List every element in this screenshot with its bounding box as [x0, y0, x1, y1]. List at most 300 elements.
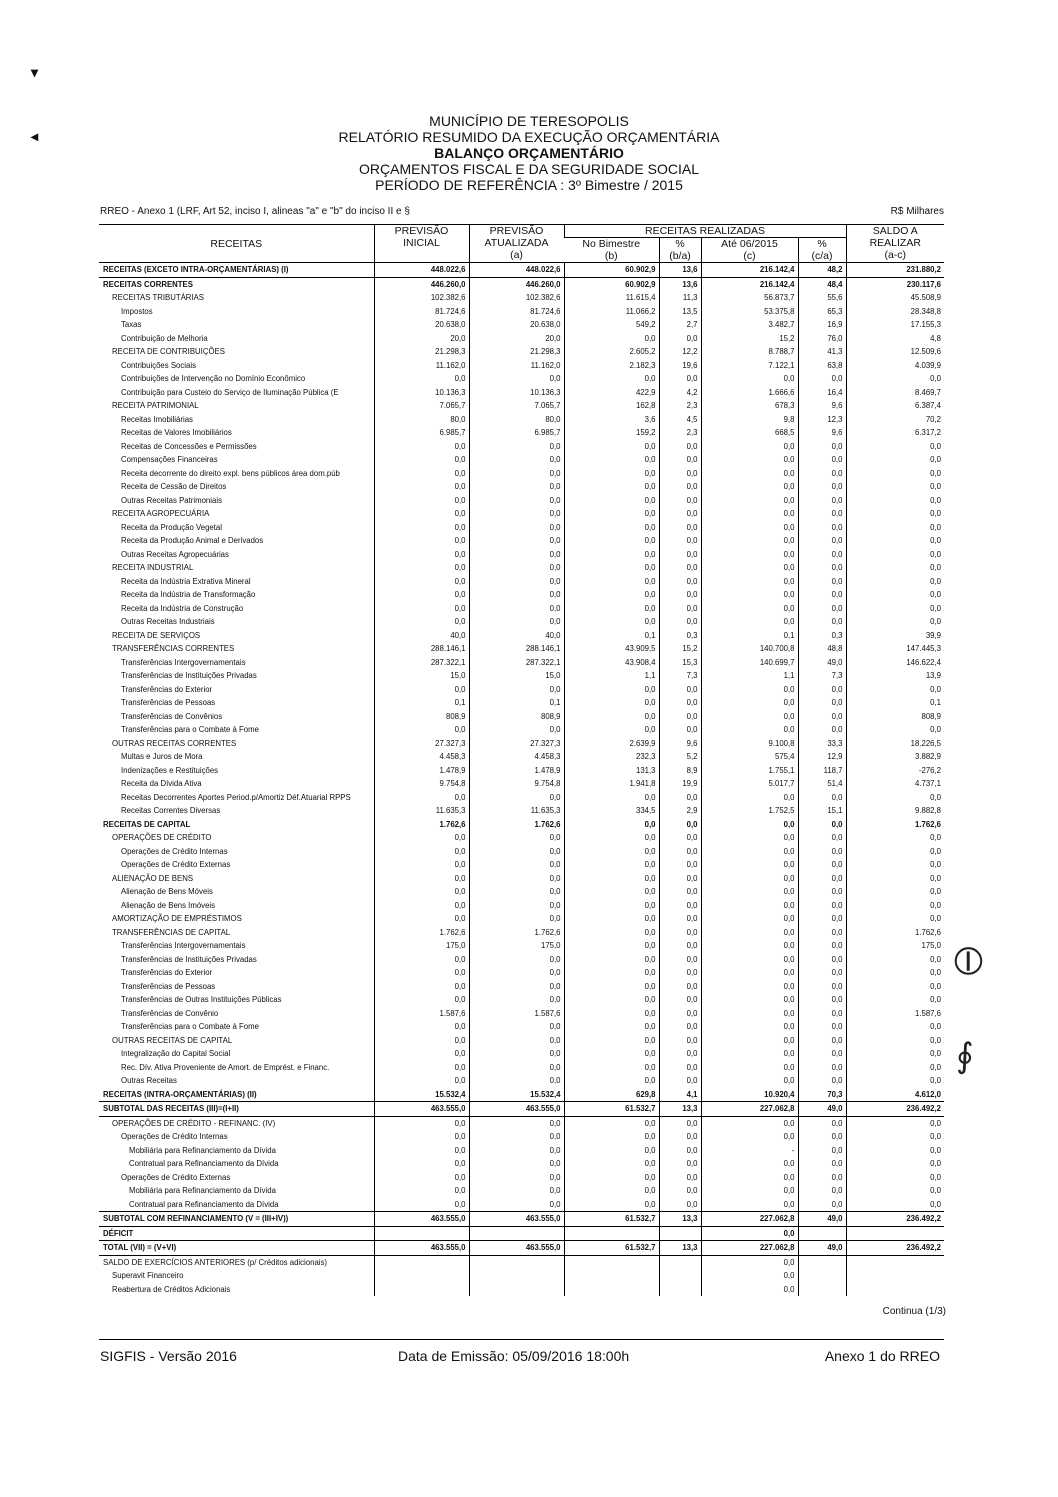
table-row — [99, 656, 944, 670]
row-value: 27.327,3 — [469, 737, 564, 751]
row-label: Taxas — [121, 320, 142, 329]
row-value: 5,2 — [659, 750, 701, 764]
row-label: SUBTOTAL DAS RECEITAS (III)=(I+II) — [99, 1102, 374, 1117]
col-saldo: SALDO A REALIZAR (a-c) — [846, 225, 944, 263]
row-value: 0,0 — [374, 494, 469, 508]
table-row — [99, 791, 944, 805]
row-label: RECEITA AGROPECUÁRIA — [112, 509, 210, 518]
row-label: Receita decorrente do direito expl. bens públicos área dom.púb — [121, 468, 340, 478]
row-value — [374, 1226, 469, 1241]
row-value: 0,0 — [469, 1047, 564, 1061]
row-value: 9,6 — [798, 399, 846, 413]
row-value: 0,0 — [701, 791, 798, 805]
row-value: 0,0 — [798, 561, 846, 575]
row-value: 0,0 — [564, 1061, 659, 1075]
row-value: 1.762,6 — [469, 818, 564, 832]
row-label: Outras Receitas Patrimoniais — [121, 495, 222, 505]
row-value: 39,9 — [846, 629, 944, 643]
row-value: 0,0 — [564, 683, 659, 697]
table-row — [99, 710, 944, 724]
row-value: 0,0 — [701, 683, 798, 697]
row-value: 0,0 — [701, 926, 798, 940]
row-value: 0,0 — [374, 683, 469, 697]
row-value: 629,8 — [564, 1088, 659, 1102]
row-value: 9,6 — [659, 737, 701, 751]
row-value: 0,0 — [469, 885, 564, 899]
row-value: 0,0 — [564, 1074, 659, 1088]
row-value: 0,0 — [374, 899, 469, 913]
table-row — [99, 1130, 944, 1144]
row-value: 7.122,1 — [701, 359, 798, 373]
row-value: 0,0 — [701, 980, 798, 994]
row-value: 0,0 — [564, 1034, 659, 1048]
row-value: 0,0 — [659, 710, 701, 724]
row-value: 0,0 — [846, 683, 944, 697]
row-value: 0,0 — [374, 467, 469, 481]
row-value: 0,0 — [374, 953, 469, 967]
row-value: 9.882,8 — [846, 804, 944, 818]
scan-mark-side: ◂ — [31, 128, 39, 144]
row-value: 0,0 — [798, 1130, 846, 1144]
table-row — [99, 1226, 944, 1241]
row-label: Compensações Financeiras — [121, 455, 218, 464]
table-row — [99, 858, 944, 872]
table-row — [99, 777, 944, 791]
row-value: 0,0 — [659, 683, 701, 697]
row-value: 9.754,8 — [374, 777, 469, 791]
footer-divider — [99, 1339, 944, 1340]
row-value: 49,0 — [798, 1241, 846, 1256]
row-value: 0,0 — [846, 453, 944, 467]
row-value: 61.532,7 — [564, 1241, 659, 1256]
row-value: 19,9 — [659, 777, 701, 791]
table-row — [99, 534, 944, 548]
row-value: 0,0 — [564, 926, 659, 940]
row-label: Impostos — [121, 306, 153, 316]
row-value: 0,0 — [798, 494, 846, 508]
row-value: 0,0 — [701, 494, 798, 508]
row-label: Transferências de Convênios — [121, 711, 223, 721]
col-ate: Até 06/2015 (c) — [701, 238, 798, 263]
row-label: Multas e Juros de Mora — [121, 752, 203, 761]
row-value: 0,0 — [564, 494, 659, 508]
row-value — [469, 1283, 564, 1297]
table-row — [99, 263, 944, 278]
row-value: 678,3 — [701, 399, 798, 413]
row-value: 0,0 — [798, 1198, 846, 1212]
row-value: 0,0 — [846, 993, 944, 1007]
row-value: 0,0 — [564, 858, 659, 872]
row-value: 0,0 — [846, 831, 944, 845]
row-value: 0,0 — [564, 953, 659, 967]
table-row — [99, 1088, 944, 1102]
row-value: 0,0 — [798, 1007, 846, 1021]
row-value: 0,0 — [846, 507, 944, 521]
row-value: 0,0 — [846, 521, 944, 535]
row-value: 0,0 — [564, 588, 659, 602]
row-value: 147.445,3 — [846, 642, 944, 656]
row-value: 0,0 — [659, 953, 701, 967]
row-value: 0,0 — [564, 885, 659, 899]
row-value: 0,0 — [659, 521, 701, 535]
row-value: 0,0 — [374, 993, 469, 1007]
row-value: 48,8 — [798, 642, 846, 656]
row-value: 0,0 — [846, 372, 944, 386]
table-row — [99, 885, 944, 899]
row-value: 0,0 — [659, 494, 701, 508]
table-row — [99, 1157, 944, 1171]
table-row — [99, 277, 944, 291]
row-value: 0,0 — [469, 467, 564, 481]
row-value: 0,0 — [469, 1157, 564, 1171]
table-row — [99, 494, 944, 508]
row-value: 131,3 — [564, 764, 659, 778]
row-value — [798, 1255, 846, 1269]
row-label: Transferências para o Combate à Fome — [121, 1022, 259, 1031]
row-value: 0,0 — [564, 939, 659, 953]
row-value: 49,0 — [798, 656, 846, 670]
row-value: 3.882,9 — [846, 750, 944, 764]
municipality-title: MUNICÍPIO DE TERESOPOLIS — [429, 113, 629, 129]
row-value: 0,0 — [469, 480, 564, 494]
row-value: 0,0 — [469, 1034, 564, 1048]
row-value: 8,9 — [659, 764, 701, 778]
row-label: Indenizações e Restituições — [121, 765, 219, 775]
col-prev-atualizada: PREVISÃO ATUALIZADA (a) — [469, 225, 564, 263]
row-value: 0,0 — [374, 602, 469, 616]
row-value: 0,0 — [564, 332, 659, 346]
table-row — [99, 345, 944, 359]
row-value: 0,0 — [798, 993, 846, 1007]
row-value: - — [701, 1144, 798, 1158]
row-label: Receita da Produção Vegetal — [121, 522, 222, 532]
row-value: 27.327,3 — [374, 737, 469, 751]
row-value: 80,0 — [469, 413, 564, 427]
row-value: 0,0 — [564, 534, 659, 548]
row-label: Outras Receitas — [121, 1076, 177, 1085]
row-value: 0,3 — [659, 629, 701, 643]
table-row — [99, 980, 944, 994]
row-value: 808,9 — [374, 710, 469, 724]
table-row — [99, 1020, 944, 1034]
row-value: 0,0 — [564, 1157, 659, 1171]
row-label: Receita da Produção Animal e Derivados — [121, 536, 264, 545]
row-value: 0,0 — [659, 1184, 701, 1198]
row-label: Receitas Decorrentes Aportes Period.p/Amortiz Déf.Atuarial RPPS — [121, 792, 351, 802]
table-row — [99, 318, 944, 332]
row-value: 0,0 — [798, 683, 846, 697]
row-value: 1.755,1 — [701, 764, 798, 778]
col-receitas: RECEITAS — [99, 225, 374, 263]
row-value: 45.508,9 — [846, 291, 944, 305]
table-row — [99, 1074, 944, 1088]
table-row — [99, 1034, 944, 1048]
table-row — [99, 480, 944, 494]
row-label: Rec. Dív. Ativa Proveniente de Amort. de Emprést. e Financ. — [121, 1062, 330, 1072]
row-value: 0,0 — [846, 1047, 944, 1061]
row-label: Receita da Indústria Extrativa Mineral — [121, 576, 251, 586]
row-value: 0,0 — [374, 453, 469, 467]
row-value — [798, 1226, 846, 1241]
row-value: 0,0 — [659, 548, 701, 562]
row-value: 0,0 — [374, 1198, 469, 1212]
row-value: 0,0 — [701, 575, 798, 589]
row-value: 0,0 — [659, 939, 701, 953]
row-value: 236.492,2 — [846, 1212, 944, 1227]
row-value: 65,3 — [798, 305, 846, 319]
table-row — [99, 926, 944, 940]
row-value: 0,0 — [798, 696, 846, 710]
table-row — [99, 831, 944, 845]
row-label: SALDO DE EXERCÍCIOS ANTERIORES (p/ Créditos adicionais) — [103, 1257, 328, 1267]
row-label: DÉFICIT — [103, 1228, 134, 1238]
row-value: 11.635,3 — [469, 804, 564, 818]
row-label: SUBTOTAL COM REFINANCIAMENTO (V = (III+IV)) — [99, 1212, 374, 1227]
row-value: 0,0 — [374, 1061, 469, 1075]
row-value: 446.260,0 — [469, 277, 564, 291]
row-value: 6.387,4 — [846, 399, 944, 413]
row-value: 0,0 — [659, 858, 701, 872]
row-value: 0,0 — [701, 993, 798, 1007]
row-value: 0,0 — [469, 575, 564, 589]
row-value: 8.469,7 — [846, 386, 944, 400]
row-value: 0,0 — [701, 912, 798, 926]
row-value: 0,0 — [846, 1184, 944, 1198]
row-value: 0,0 — [659, 993, 701, 1007]
row-value: 3,6 — [564, 413, 659, 427]
row-value: 43.909,5 — [564, 642, 659, 656]
row-value: 0,0 — [659, 872, 701, 886]
row-value: 0,0 — [798, 507, 846, 521]
row-value: 0,0 — [469, 791, 564, 805]
row-value: 11.635,3 — [374, 804, 469, 818]
currency-unit: R$ Milhares — [890, 206, 944, 217]
row-value: 12,2 — [659, 345, 701, 359]
row-value: 0,0 — [659, 480, 701, 494]
row-label: TRANSFERÊNCIAS CORRENTES — [112, 644, 235, 653]
row-value: 0,0 — [701, 440, 798, 454]
table-row — [99, 399, 944, 413]
row-value: 56.873,7 — [701, 291, 798, 305]
row-value: 0,0 — [798, 723, 846, 737]
row-value: 0,0 — [701, 1255, 798, 1269]
row-value: 4.458,3 — [469, 750, 564, 764]
row-value — [469, 1226, 564, 1241]
row-value: 0,0 — [798, 980, 846, 994]
row-value: 0,0 — [659, 912, 701, 926]
handwritten-signature: ∮ — [956, 1036, 974, 1076]
row-value: 0,0 — [846, 1157, 944, 1171]
continue-note: Continua (1/3) — [882, 1306, 946, 1317]
row-value: 0,0 — [374, 561, 469, 575]
row-value: 549,2 — [564, 318, 659, 332]
row-value: 0,0 — [798, 885, 846, 899]
row-label: Receita da Indústria de Construção — [121, 603, 244, 613]
row-value: 0,0 — [564, 1171, 659, 1185]
row-value — [659, 1269, 701, 1283]
row-value: 463.555,0 — [374, 1212, 469, 1227]
row-value: 0,0 — [846, 1074, 944, 1088]
row-value: 0,0 — [701, 845, 798, 859]
row-value: 0,0 — [469, 966, 564, 980]
row-value: 60.902,9 — [564, 277, 659, 291]
row-label: OUTRAS RECEITAS CORRENTES — [112, 738, 237, 748]
row-value: 334,5 — [564, 804, 659, 818]
row-label: OUTRAS RECEITAS DE CAPITAL — [112, 1035, 233, 1045]
row-value: 0,0 — [798, 858, 846, 872]
row-value: 0,0 — [798, 791, 846, 805]
table-row — [99, 845, 944, 859]
row-value: 81.724,6 — [374, 305, 469, 319]
row-value: 16,4 — [798, 386, 846, 400]
row-label: Integralização do Capital Social — [121, 1049, 231, 1058]
row-value: 0,0 — [564, 1184, 659, 1198]
row-value: 0,0 — [846, 575, 944, 589]
row-value: 13,6 — [659, 263, 701, 278]
row-label: Mobiliária para Refinanciamento da Dívida — [129, 1186, 276, 1195]
row-value: 0,0 — [659, 791, 701, 805]
row-value: 0,0 — [659, 332, 701, 346]
row-label: Contratual para Refinanciamento da Dívida — [129, 1199, 279, 1209]
row-value: 0,0 — [701, 872, 798, 886]
row-value: 4,8 — [846, 332, 944, 346]
row-label: Contribuição para Custeio do Serviço de Iluminação Pública (E — [121, 387, 339, 397]
row-value — [469, 1255, 564, 1269]
table-row — [99, 818, 944, 832]
table-row — [99, 521, 944, 535]
row-value: 9,8 — [701, 413, 798, 427]
table-row — [99, 912, 944, 926]
row-label: OPERAÇÕES DE CRÉDITO - REFINANC. (IV) — [112, 1118, 276, 1128]
row-value: 0,0 — [564, 467, 659, 481]
row-value: 0,0 — [798, 1034, 846, 1048]
row-value: 0,0 — [564, 845, 659, 859]
row-label: Transferências de Pessoas — [121, 698, 216, 707]
row-value: 0,0 — [846, 1020, 944, 1034]
row-value: 288.146,1 — [469, 642, 564, 656]
row-value: 0,0 — [846, 1116, 944, 1130]
row-value: 0,0 — [659, 818, 701, 832]
row-value: 6.985,7 — [469, 426, 564, 440]
row-value: 0,0 — [564, 602, 659, 616]
row-value: 0,0 — [798, 1074, 846, 1088]
row-value: 0,0 — [469, 1144, 564, 1158]
footer-annex: Anexo 1 do RREO — [824, 1348, 940, 1364]
row-value: 2.605,2 — [564, 345, 659, 359]
table-row — [99, 1269, 944, 1283]
row-value: 0,0 — [701, 602, 798, 616]
row-value: 0,1 — [374, 696, 469, 710]
row-value: 0,0 — [701, 1116, 798, 1130]
row-value: 0,0 — [659, 507, 701, 521]
table-row — [99, 305, 944, 319]
row-value: 12.509,6 — [846, 345, 944, 359]
row-value: 0,0 — [798, 1144, 846, 1158]
row-value: 0,0 — [701, 1074, 798, 1088]
row-value: 0,0 — [798, 1061, 846, 1075]
table-row — [99, 1144, 944, 1158]
row-value: 808,9 — [846, 710, 944, 724]
row-value: 0,0 — [798, 1157, 846, 1171]
row-value: 49,0 — [798, 1102, 846, 1117]
row-label: RECEITAS (INTRA-ORÇAMENTÁRIAS) (II) — [103, 1089, 257, 1099]
row-value: 0,0 — [469, 588, 564, 602]
row-value: 0,0 — [798, 521, 846, 535]
row-value: 11.162,0 — [374, 359, 469, 373]
row-value: 0,0 — [701, 467, 798, 481]
row-value: 162,8 — [564, 399, 659, 413]
row-value: 0,0 — [701, 953, 798, 967]
row-label: Transferências Intergovernamentais — [121, 941, 246, 950]
row-value: 0,0 — [701, 453, 798, 467]
row-value: 0,3 — [798, 629, 846, 643]
row-value: 0,0 — [701, 1198, 798, 1212]
row-value: 2,7 — [659, 318, 701, 332]
row-value: 0,0 — [659, 453, 701, 467]
row-value: 0,0 — [469, 980, 564, 994]
table-row — [99, 872, 944, 886]
footer-system: SIGFIS - Versão 2016 — [100, 1348, 237, 1364]
row-value: 463.555,0 — [469, 1212, 564, 1227]
row-value: 0,0 — [374, 615, 469, 629]
row-value: 2,3 — [659, 399, 701, 413]
row-label: Receita de Cessão de Direitos — [121, 482, 227, 491]
row-value: 0,0 — [798, 588, 846, 602]
row-value: 0,0 — [374, 858, 469, 872]
row-value: 0,0 — [701, 534, 798, 548]
row-value: 448.022,6 — [374, 263, 469, 278]
row-value: 0,0 — [701, 372, 798, 386]
row-value: 20.638,0 — [374, 318, 469, 332]
row-value: 0,0 — [659, 1157, 701, 1171]
row-value: 227.062,8 — [701, 1212, 798, 1227]
row-value: 1.941,8 — [564, 777, 659, 791]
row-value: 0,0 — [374, 1116, 469, 1130]
table-row — [99, 386, 944, 400]
row-value: 0,0 — [564, 696, 659, 710]
row-value: 0,0 — [564, 372, 659, 386]
table-row — [99, 1171, 944, 1185]
row-value: 0,0 — [659, 899, 701, 913]
row-label: Transferências de Convênio — [121, 1008, 219, 1018]
row-value: 227.062,8 — [701, 1241, 798, 1256]
row-value: 0,0 — [374, 440, 469, 454]
row-label: Receitas Imobiliárias — [121, 414, 193, 424]
row-value: 6.985,7 — [374, 426, 469, 440]
row-label: TRANSFERÊNCIAS DE CAPITAL — [112, 927, 231, 937]
row-value: 0,0 — [374, 1184, 469, 1198]
table-row — [99, 939, 944, 953]
row-value: 0,0 — [469, 1198, 564, 1212]
row-value: 0,0 — [374, 980, 469, 994]
row-value: 4,5 — [659, 413, 701, 427]
row-value: 0,0 — [374, 575, 469, 589]
row-value: 0,0 — [798, 440, 846, 454]
row-value: 13,3 — [659, 1241, 701, 1256]
period-subtitle: PERÍODO DE REFERÊNCIA : 3º Bimestre / 2015 — [375, 177, 683, 193]
row-value: 4.039,9 — [846, 359, 944, 373]
row-label: Superavit Financeiro — [112, 1271, 184, 1280]
row-value: 0,0 — [374, 1157, 469, 1171]
row-value: 0,0 — [469, 548, 564, 562]
row-value: 668,5 — [701, 426, 798, 440]
row-value: 0,0 — [374, 1034, 469, 1048]
row-value: 0,0 — [701, 939, 798, 953]
row-value: 1.762,6 — [846, 818, 944, 832]
row-value: 0,0 — [659, 440, 701, 454]
row-value — [659, 1255, 701, 1269]
row-value: 0,0 — [798, 818, 846, 832]
